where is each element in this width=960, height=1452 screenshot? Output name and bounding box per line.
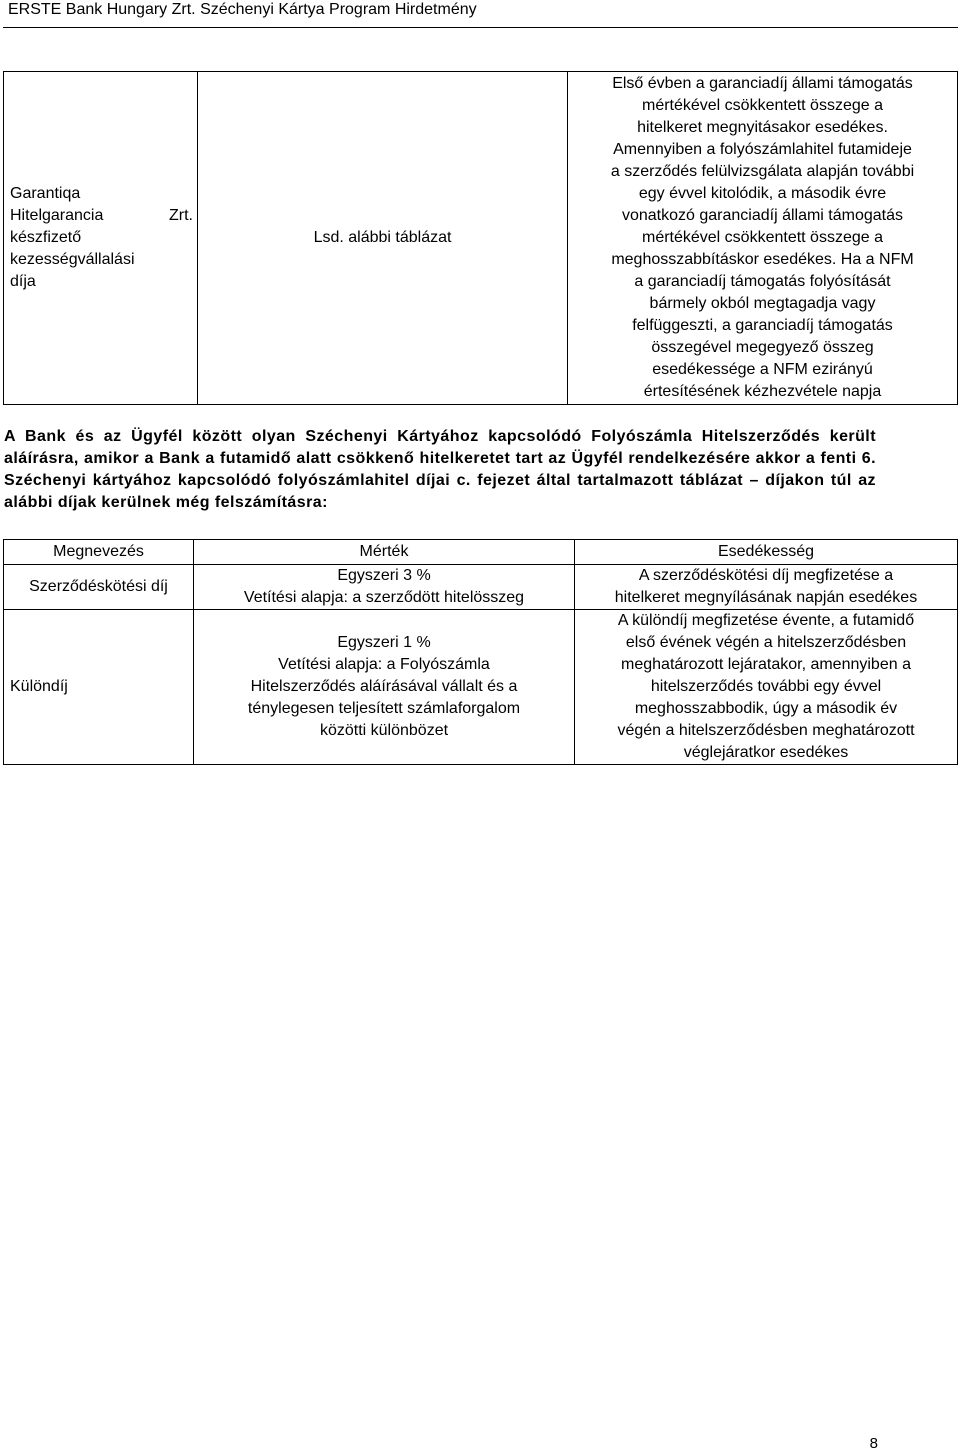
due-line: bármely okból megtagadja vagy [649, 295, 876, 312]
measure-line: ténylegesen teljesített számlaforgalom [247, 700, 521, 717]
fee-name-cell [4, 72, 198, 405]
page-number: 8 [869, 1435, 878, 1452]
due-line: Első évben a garanciadíj állami támogatás [612, 75, 913, 92]
fee-name-line: Zrt. [169, 207, 193, 224]
fee-name-line: Garantiqa [10, 185, 81, 202]
fee-due-cell [568, 72, 958, 405]
fee-name-cell: Különdíj [4, 610, 194, 765]
due-line: Amennyiben a folyószámlahitel futamideje [613, 141, 912, 158]
bold-paragraph: A Bank és az Ügyfél között olyan Széchenyi Kártyához kapcsolódó Folyószámla Hitelszerződés került aláírásra, amikor a Bank a futamidő alatt csökkenő hitelkeretet tart az Ügyfél rendelkezésére akkor a fenti 6. Széchenyi kártyához kapcsolódó folyószámlahitel díjai c. fejezet által tartalmazott táblázat – díjakon túl az alábbi díjak kerülnek még felszámításra: [4, 428, 876, 511]
due-line: vonatkozó garanciadíj állami támogatás [621, 207, 904, 224]
due-line: mértékével csökkentett összege a [641, 97, 883, 114]
due-line: végén a hitelszerződésben meghatározott [617, 722, 915, 739]
due-line: hitelkeret megnyitásakor esedékes. [637, 119, 888, 136]
fee-name-line: készfizető [10, 229, 82, 246]
fee-measure-cell [194, 565, 575, 610]
measure-line: Egyszeri 3 % [337, 567, 431, 584]
due-line: első évének végén a hitelszerződésben [625, 634, 907, 651]
fee-measure-cell [194, 610, 575, 765]
measure-line: Vetítési alapja: a szerződött hitelösszeg [243, 589, 525, 606]
fee-due-cell [575, 610, 958, 765]
due-line: hitelkeret megnyílásának napján esedékes [614, 589, 918, 606]
measure-line: közötti különbözet [319, 722, 449, 739]
fee-name-line: kezességvállalási [10, 251, 135, 268]
table-row [4, 72, 958, 405]
header-divider [3, 27, 958, 28]
due-line: A szerződéskötési díj megfizetése a [638, 567, 894, 584]
document-header: ERSTE Bank Hungary Zrt. Széchenyi Kártya Program Hirdetmény [8, 1, 477, 18]
due-line: mértékével csökkentett összege a [641, 229, 883, 246]
guarantee-fee-table [3, 71, 958, 405]
table-row [4, 565, 958, 610]
due-line: meghosszabbításkor esedékes. Ha a NFM [611, 251, 914, 268]
fee-measure-cell: Lsd. alábbi táblázat [198, 72, 568, 405]
measure-line: Egyszeri 1 % [337, 634, 431, 651]
due-line: egy évvel kitolódik, a második évre [638, 185, 887, 202]
column-header: Esedékesség [575, 540, 958, 565]
column-header: Megnevezés [4, 540, 194, 565]
due-line: a garanciadíj támogatás folyósítását [634, 273, 891, 290]
due-line: a szerződés felülvizsgálata alapján további [610, 163, 915, 180]
fee-name-cell: Szerződéskötési díj [4, 565, 194, 610]
measure-line: Hitelszerződés aláírásával vállalt és a [250, 678, 518, 695]
due-line: összegével megegyező összeg [651, 339, 874, 356]
column-header: Mérték [194, 540, 575, 565]
fee-name-line: díja [10, 273, 36, 290]
due-line: értesítésének kézhezvétele napja [643, 383, 882, 400]
due-line: hitelszerződés további egy évvel [650, 678, 882, 695]
fee-name-line-group [10, 205, 193, 227]
table-header-row [4, 540, 958, 565]
due-line: véglejáratkor esedékes [683, 744, 849, 761]
measure-line: Vetítési alapja: a Folyószámla [278, 656, 490, 673]
due-line: esedékessége a NFM ezirányú [652, 361, 873, 378]
due-line: A különdíj megfizetése évente, a futamidő [617, 612, 915, 629]
extra-fees-table [3, 539, 958, 765]
fee-name-line: Hitelgarancia [10, 207, 104, 224]
due-line: felfüggeszti, a garanciadíj támogatás [632, 317, 893, 334]
due-line: meghatározott lejáratakor, amennyiben a [621, 656, 911, 673]
fee-due-cell [575, 565, 958, 610]
due-line: meghosszabbodik, úgy a második év [634, 700, 898, 717]
table-row [4, 610, 958, 765]
